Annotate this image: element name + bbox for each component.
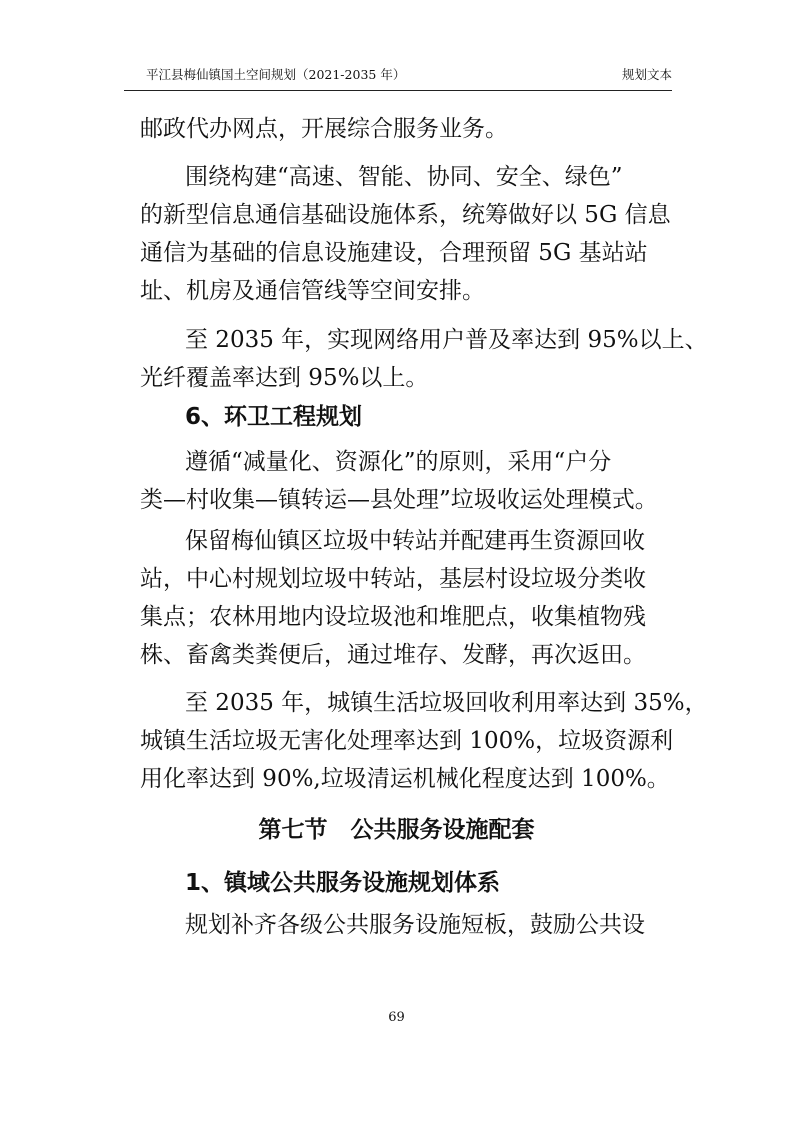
body-line: 城镇生活垃圾无害化处理率达到 100%，垃圾资源利 — [140, 728, 674, 754]
body-line: 株、畜禽类粪便后，通过堆存、发酵，再次返田。 — [140, 642, 646, 668]
body-line: 邮政代办网点，开展综合服务业务。 — [140, 116, 508, 142]
paragraph-start: 规划补齐各级公共服务设施短板，鼓励公共设 — [185, 912, 645, 938]
body-line: 光纤覆盖率达到 95%以上。 — [140, 365, 429, 391]
body-line: 通信为基础的信息设施建设，合理预留 5G 基站站 — [140, 240, 648, 266]
body-line: 址、机房及通信管线等空间安排。 — [140, 278, 485, 304]
body-line: 站，中心村规划垃圾中转站，基层村设垃圾分类收 — [140, 566, 646, 592]
body-line: 用化率达到 90%,垃圾清运机械化程度达到 100%。 — [140, 766, 670, 792]
header-document-title: 平江县梅仙镇国土空间规划（2021-2035 年） — [146, 67, 406, 82]
subsection-heading: 6、环卫工程规划 — [185, 404, 363, 430]
page-number: 69 — [388, 1010, 405, 1025]
header-document-type: 规划文本 — [621, 67, 672, 82]
body-line: 集点；农林用地内设垃圾池和堆肥点，收集植物残 — [140, 604, 646, 630]
paragraph-start: 至 2035 年，实现网络用户普及率达到 95%以上、 — [185, 327, 708, 353]
section-heading: 第七节 公共服务设施配套 — [258, 817, 535, 843]
paragraph-start: 围绕构建“高速、智能、协同、安全、绿色” — [185, 164, 623, 190]
header-rule — [124, 90, 672, 91]
body-line: 类—村收集—镇转运—县处理”垃圾收运处理模式。 — [140, 487, 658, 513]
paragraph-start: 至 2035 年，城镇生活垃圾回收利用率达到 35%， — [185, 690, 708, 716]
page-header — [124, 62, 672, 88]
body-line: 的新型信息通信基础设施体系，统筹做好以 5G 信息 — [140, 202, 671, 228]
paragraph-start: 保留梅仙镇区垃圾中转站并配建再生资源回收 — [185, 528, 645, 554]
subsection-heading: 1、镇域公共服务设施规划体系 — [185, 870, 501, 896]
paragraph-start: 遵循“减量化、资源化”的原则，采用“户分 — [185, 449, 612, 475]
